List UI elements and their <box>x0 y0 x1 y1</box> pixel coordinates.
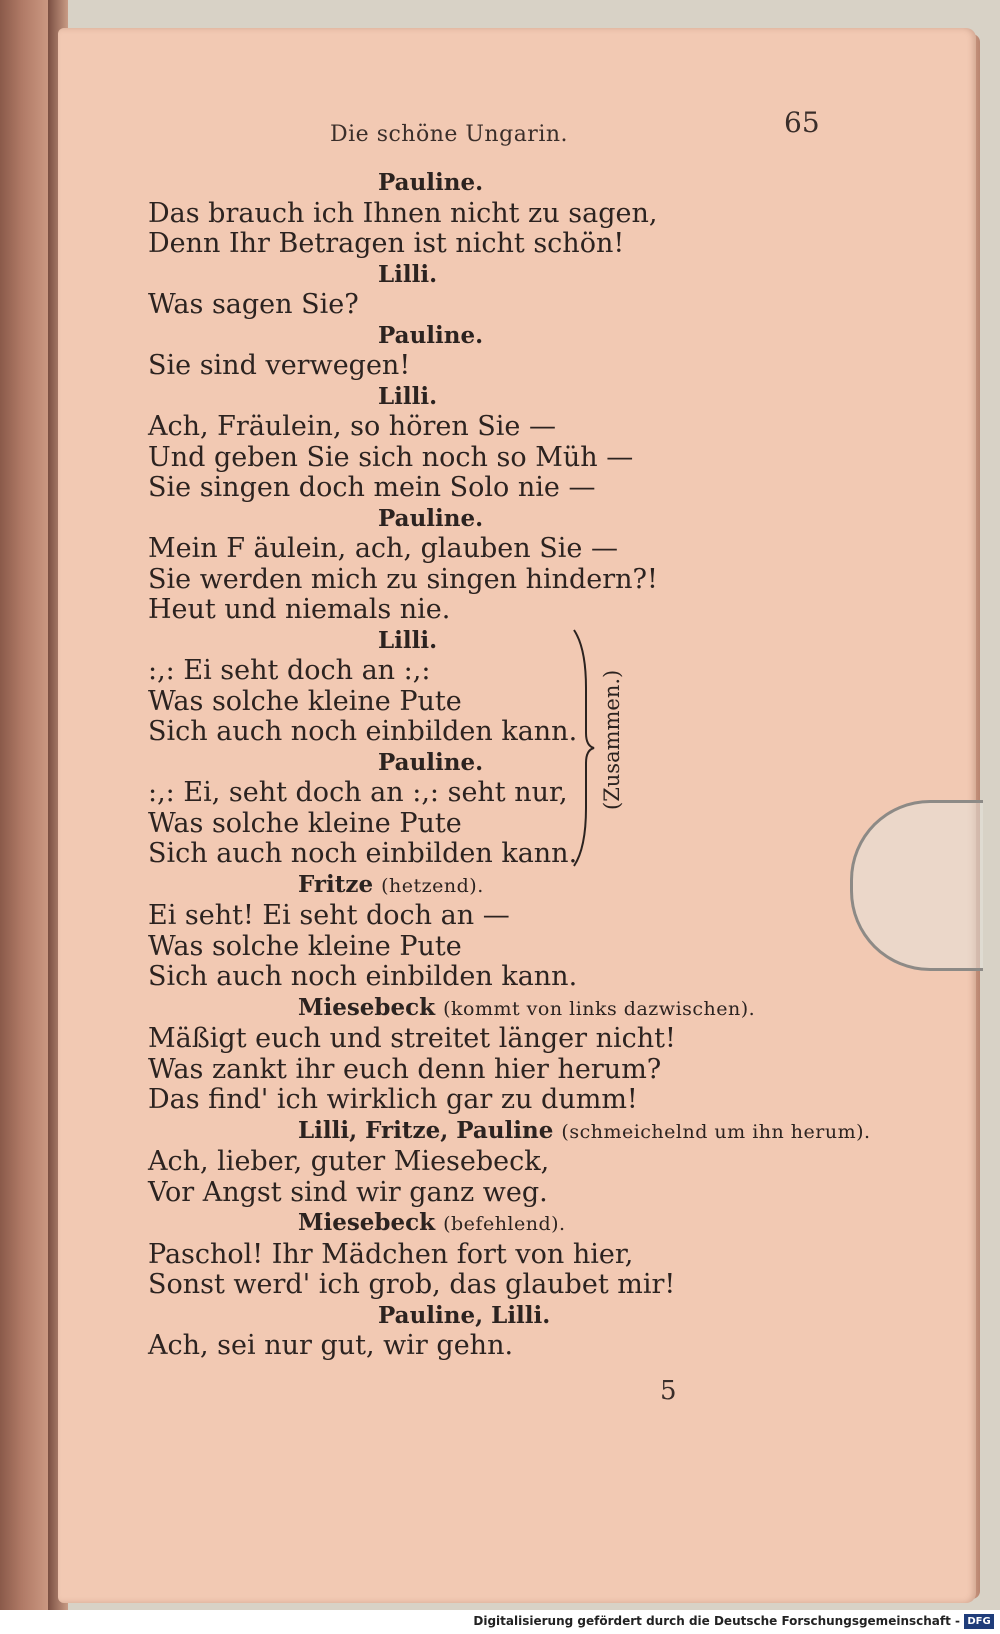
stage-direction: (schmeichelnd um ihn herum). <box>561 1120 871 1143</box>
verse-line: Ach, lieber, guter Miesebeck, <box>148 1146 550 1177</box>
speaker-name: Pauline. <box>378 169 484 196</box>
verse-line: Sonst werd' ich grob, das glaubet mir! <box>148 1269 676 1300</box>
speaker-label <box>148 1208 788 1240</box>
verse-line: Was solche kleine Pute <box>148 930 462 962</box>
verse-line: Das brauch ich Ihnen nicht zu sagen, <box>148 197 658 229</box>
speaker-label <box>148 321 788 352</box>
speaker-label <box>148 382 788 413</box>
speaker-name: Lilli. <box>378 626 438 654</box>
speaker-label <box>148 504 788 535</box>
verse-line: Sich auch noch einbilden kann. <box>148 961 578 992</box>
speaker-name: Pauline. <box>378 748 484 776</box>
facing-page-edge <box>0 0 55 1610</box>
verse-line: Was zankt ihr euch denn hier herum? <box>148 1053 662 1085</box>
speaker-name: Lilli. <box>378 382 438 410</box>
speaker-label <box>148 168 788 199</box>
speaker-name: Pauline, Lilli. <box>378 1301 551 1329</box>
verse-line: Das find' ich wirklich gar zu dumm! <box>148 1084 638 1115</box>
speaker-name: Pauline. <box>378 321 484 349</box>
stage-direction: (befehlend). <box>443 1213 566 1235</box>
verse-line: Sich auch noch einbilden kann. <box>148 838 578 869</box>
verse-line: Was solche kleine Pute <box>148 685 462 717</box>
verse-line: Vor Angst sind wir ganz weg. <box>148 1176 548 1208</box>
speaker-name: Fritze <box>298 870 374 898</box>
verse-line: Was sagen Sie? <box>148 289 359 320</box>
page-number: 65 <box>784 106 820 139</box>
speaker-name: Pauline. <box>378 504 484 532</box>
together-note: (Zusammen.) <box>600 669 624 810</box>
speaker-name: Miesebeck <box>298 993 436 1021</box>
speaker-name: Lilli. <box>378 260 438 288</box>
digitization-footer <box>0 1610 1000 1634</box>
speaker-label <box>148 748 788 779</box>
verse-line: Und geben Sie sich noch so Müh — <box>148 441 634 473</box>
verse-line: Paschol! Ihr Mädchen fort von hier, <box>148 1238 634 1270</box>
verse-line: :,: Ei seht doch an :,: <box>148 655 431 686</box>
speaker-label <box>148 626 788 657</box>
stage-direction: (hetzend). <box>381 874 484 897</box>
speaker-name: Miesebeck <box>298 1209 436 1236</box>
speaker-name: Lilli, Fritze, Pauline <box>298 1116 554 1144</box>
verse-line: Mein F äulein, ach, glauben Sie — <box>148 533 618 564</box>
verse-line: :,: Ei, seht doch an :,: seht nur, <box>148 777 568 808</box>
verse-line: Was solche kleine Pute <box>148 807 462 839</box>
verse-line: Sie werden mich zu singen hindern?! <box>148 563 658 595</box>
verse-line: Heut und niemals nie. <box>148 594 451 625</box>
verse-line: Sie singen doch mein Solo nie — <box>148 472 596 503</box>
verse-line: Sie sind verwegen! <box>148 350 411 381</box>
speaker-label <box>148 993 788 1025</box>
verse-line: Ach, Fräulein, so hören Sie — <box>148 411 556 442</box>
verse-line: Ei seht! Ei seht doch an — <box>148 900 510 931</box>
verse-line: Denn Ihr Betragen ist nicht schön! <box>148 228 625 259</box>
signature-mark: 5 <box>660 1376 677 1406</box>
dfg-logo: DFG <box>964 1614 994 1629</box>
speaker-label <box>148 260 788 291</box>
speaker-label <box>148 1301 788 1332</box>
speaker-label <box>148 1116 871 1148</box>
verse-line: Sich auch noch einbilden kann. <box>148 716 578 747</box>
together-brace <box>572 628 596 868</box>
speaker-label <box>148 870 788 902</box>
dialogue-text <box>148 168 871 1362</box>
verse-line: Ach, sei nur gut, wir gehn. <box>148 1330 514 1361</box>
running-head: Die schöne Ungarin. <box>330 122 569 147</box>
verse-line: Mäßigt euch und streitet länger nicht! <box>148 1023 676 1054</box>
footer-credit: Digitalisierung gefördert durch die Deutsche Forschungsgemeinschaft - <box>473 1614 960 1628</box>
stage-direction: (kommt von links dazwischen). <box>443 997 756 1020</box>
